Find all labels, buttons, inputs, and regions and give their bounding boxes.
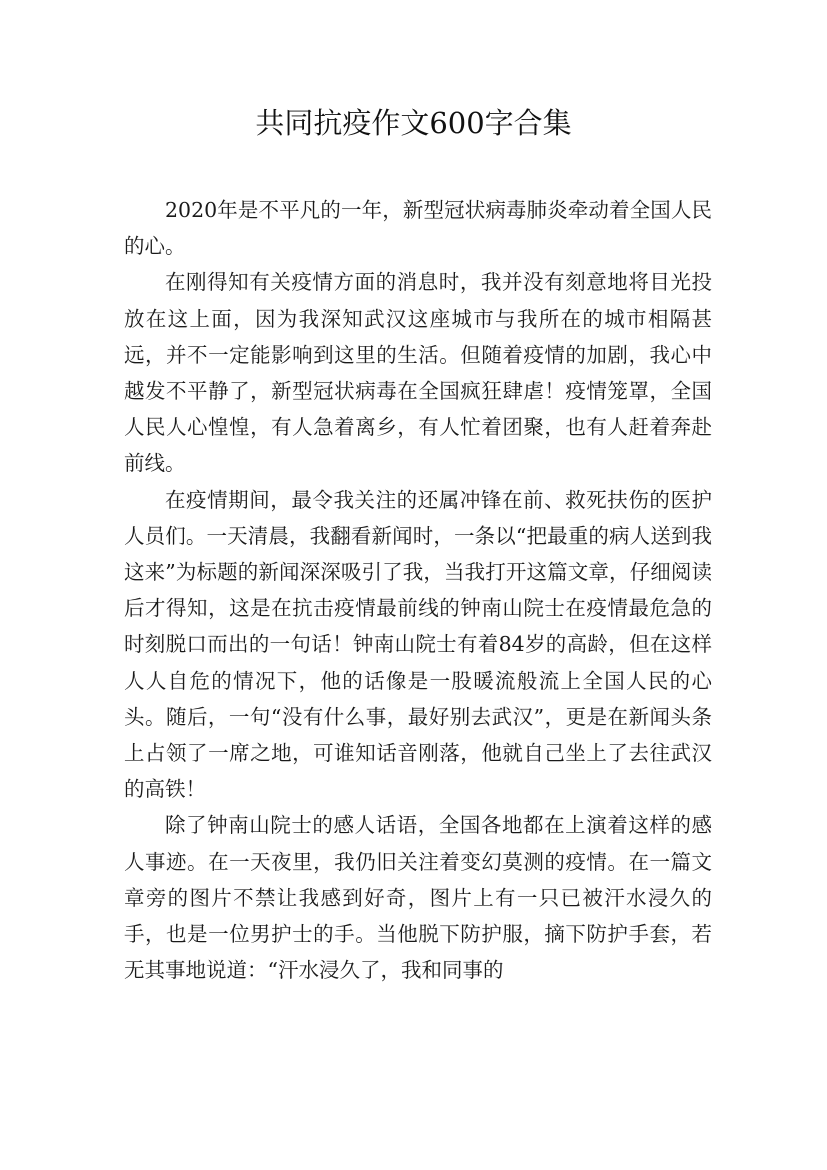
document-body bbox=[124, 192, 712, 988]
paragraph: 在疫情期间，最令我关注的还属冲锋在前、救死扶伤的医护人员们。一天清晨，我翻看新闻时，一条以“把最重的病人送到我这来”为标题的新闻深深吸引了我，当我打开这篇文章，仔细阅读后才得知，这是在抗击疫情最前线的钟南山院士在疫情最危急的时刻脱口而出的一句话！钟南山院士有着84岁的高龄，但在这样人人自危的情况下，他的话像是一股暖流般流上全国人民的心头。随后，一句“没有什么事，最好别去武汉”，更是在新闻头条上占领了一席之地，可谁知话音刚落，他就自己坐上了去往武汉的高铁！ bbox=[124, 487, 712, 802]
paragraph: 2020年是不平凡的一年，新型冠状病毒肺炎牵动着全国人民的心。 bbox=[124, 198, 712, 259]
paragraph: 除了钟南山院士的感人话语，全国各地都在上演着这样的感人事迹。在一天夜里，我仍旧关注着变幻莫测的疫情。在一篇文章旁的图片不禁让我感到好奇，图片上有一只已被汗水浸久的手，也是一位男护士的手。当他脱下防护服，摘下防护手套，若无其事地说道：“汗水浸久了，我和同事的 bbox=[124, 813, 712, 983]
paragraph: 在刚得知有关疫情方面的消息时，我并没有刻意地将目光投放在这上面，因为我深知武汉这座城市与我所在的城市相隔甚远，并不一定能影响到这里的生活。但随着疫情的加剧，我心中越发不平静了，新型冠状病毒在全国疯狂肆虐！疫情笼罩，全国人民人心惶惶，有人急着离乡，有人忙着团聚，也有人赶着奔赴前线。 bbox=[124, 270, 712, 476]
document-title: 共同抗疫作文600字合集 bbox=[255, 106, 572, 140]
